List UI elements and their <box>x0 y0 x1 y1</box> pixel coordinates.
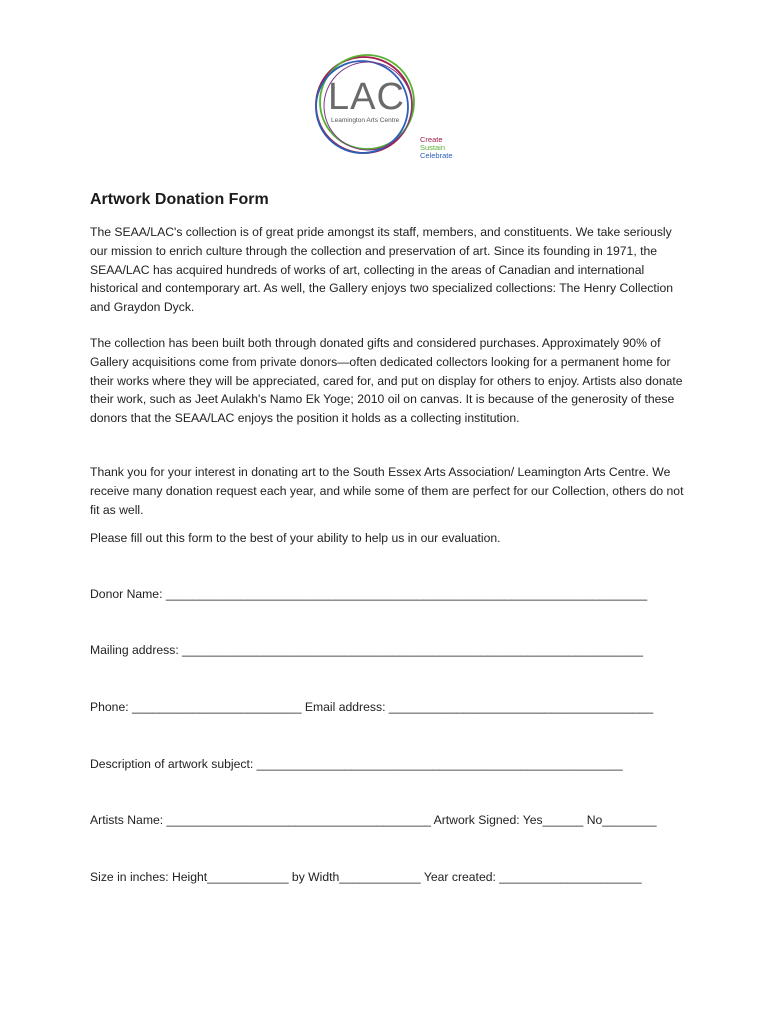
donor-name-field[interactable]: Donor Name: _______________________________________________________________________ <box>90 587 648 601</box>
artwork-description-field[interactable]: Description of artwork subject: ______________________________________________________ <box>90 757 623 771</box>
mailing-address-field[interactable]: Mailing address: ____________________________________________________________________ <box>90 643 644 657</box>
intro-paragraph-collection: The SEAA/LAC's collection is of great pride amongst its staff, members, and constituents. We take seriously our mission to enrich culture through the collection and preservation of art. Since its founding in 1971, the SEAA/LAC has acquired hundreds of works of art, collecting in the areas of Canadian and international historical and contemporary art. As well, the Gallery enjoys two specialized collections: The Henry Collection and Graydon Dyck. <box>90 225 674 315</box>
logo-abbrev: LAC <box>328 76 405 118</box>
size-year-field[interactable]: Size in inches: Height____________ by Width____________ Year created: _____________________ <box>90 870 642 884</box>
artist-signed-field[interactable]: Artists Name: _______________________________________ Artwork Signed: Yes______ No________ <box>90 813 657 827</box>
intro-paragraph-instructions: Please fill out this form to the best of your ability to help us in our evaluation. <box>90 531 501 545</box>
logo-tagline-sustain: Sustain <box>420 143 446 152</box>
logo-tagline-create: Create <box>420 135 443 144</box>
lac-logo <box>312 44 462 166</box>
phone-email-field[interactable]: Phone: _________________________ Email address: _______________________________________ <box>90 700 654 714</box>
intro-paragraph-donations: The collection has been built both through donated gifts and considered purchases. Approximately 90% of Gallery acquisitions come from private donors—often dedicated collectors looking for a permanent home for their works where they will be appreciated, cared for, and put on display for others to enjoy. Artists also donate their work, such as Jeet Aulakh's Namo Ek Yoge; 2010 oil on canvas. It is because of the generosity of these donors that the SEAA/LAC enjoys the position it holds as a collecting institution. <box>90 336 683 426</box>
page-title: Artwork Donation Form <box>90 191 269 208</box>
logo-tagline-celebrate: Celebrate <box>420 151 453 160</box>
logo-name: Leamington Arts Centre <box>331 117 400 124</box>
intro-paragraph-thanks: Thank you for your interest in donating art to the South Essex Arts Association/ Leamington Arts Centre. We receive many donation request each year, and while some of them are perfect for our Collection, others do not fit as well. <box>90 465 684 517</box>
